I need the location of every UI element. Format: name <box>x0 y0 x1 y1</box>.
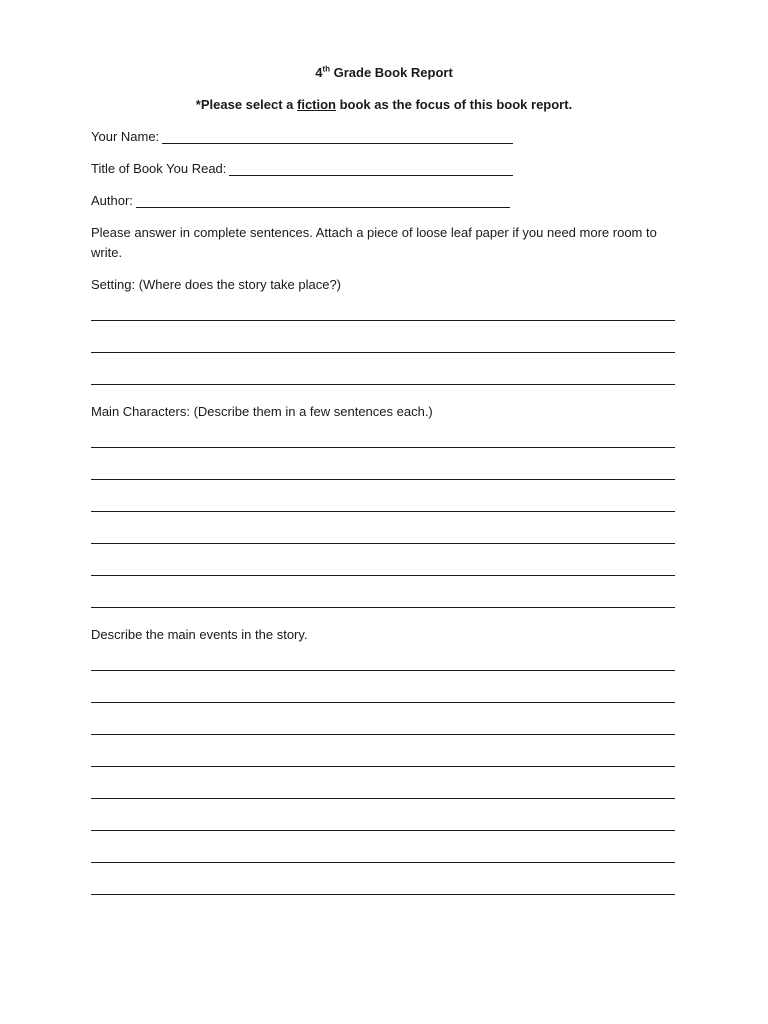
title-ordinal-suffix: th <box>322 64 330 74</box>
book-title-label: Title of Book You Read: <box>91 161 227 176</box>
author-label: Author: <box>91 193 133 208</box>
characters-answer-line[interactable] <box>91 511 675 512</box>
events-answer-line[interactable] <box>91 670 675 671</box>
setting-prompt: Setting: (Where does the story take place?) <box>91 277 342 292</box>
setting-answer-line[interactable] <box>91 352 675 353</box>
characters-answer-line[interactable] <box>91 607 675 608</box>
instruction-text-end: book as the focus of this book report. <box>336 97 573 112</box>
setting-answer-line[interactable] <box>91 320 675 321</box>
title-text: Grade Book Report <box>330 65 453 80</box>
characters-answer-line[interactable] <box>91 447 675 448</box>
your-name-blank[interactable] <box>162 131 513 144</box>
title-grade-number: 4 <box>315 65 323 80</box>
events-answer-line[interactable] <box>91 702 675 703</box>
events-answer-line[interactable] <box>91 798 675 799</box>
characters-prompt: Main Characters: (Describe them in a few sentences each.) <box>91 404 433 419</box>
book-title-field <box>91 161 513 176</box>
author-field <box>91 193 510 208</box>
setting-answer-line[interactable] <box>91 384 675 385</box>
events-answer-line[interactable] <box>91 766 675 767</box>
directions-paragraph: Please answer in complete sentences. Attach a piece of loose leaf paper if you need more room to write. <box>91 225 657 260</box>
events-prompt: Describe the main events in the story. <box>91 627 308 642</box>
events-answer-line[interactable] <box>91 862 675 863</box>
book-title-blank[interactable] <box>229 163 513 176</box>
your-name-field <box>91 129 513 144</box>
instruction-emphasis: fiction <box>297 97 336 112</box>
instruction-text-start: *Please select a <box>195 97 297 112</box>
book-selection-instruction <box>0 97 768 112</box>
characters-answer-line[interactable] <box>91 543 675 544</box>
characters-answer-line[interactable] <box>91 479 675 480</box>
events-answer-line[interactable] <box>91 830 675 831</box>
author-blank[interactable] <box>136 195 510 208</box>
page-title <box>0 65 768 80</box>
events-answer-line[interactable] <box>91 734 675 735</box>
events-answer-line[interactable] <box>91 894 675 895</box>
characters-answer-line[interactable] <box>91 575 675 576</box>
your-name-label: Your Name: <box>91 129 160 144</box>
